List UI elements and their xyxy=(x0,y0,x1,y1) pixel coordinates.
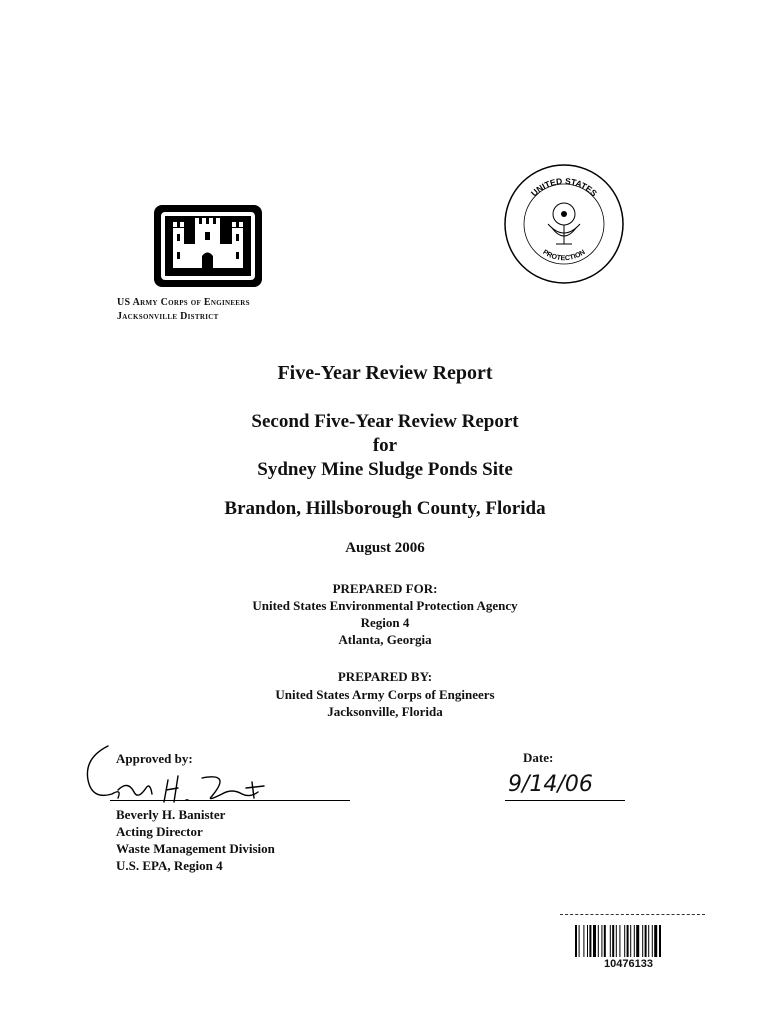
seal-text-bottom: PROTECTION xyxy=(541,248,587,263)
barcode-bar xyxy=(627,925,629,957)
handwritten-signature xyxy=(82,744,282,808)
barcode-bar xyxy=(589,925,591,957)
prepared-for-org: United States Environmental Protection Agency xyxy=(252,598,518,613)
prepared-for-city: Atlanta, Georgia xyxy=(338,632,432,647)
signed-date: 9/14/06 xyxy=(508,772,593,797)
signature-line xyxy=(110,800,350,801)
barcode-bar xyxy=(601,925,602,957)
approved-by-label: Approved by: xyxy=(116,751,193,766)
barcode-bar xyxy=(659,925,661,957)
barcode-bar xyxy=(610,925,611,957)
seal-text-top: UNITED STATES xyxy=(528,175,600,199)
usace-org-name xyxy=(117,296,250,324)
barcode-bar xyxy=(648,925,649,957)
barcode-bar xyxy=(598,925,599,957)
barcode-dashed-line xyxy=(560,914,705,915)
prepared-by-label: PREPARED BY: xyxy=(337,669,433,684)
barcode-bar xyxy=(630,925,631,957)
site-location: Brandon, Hillsborough County, Florida xyxy=(224,498,546,519)
subtitle-line-3: Sydney Mine Sludge Ponds Site xyxy=(257,459,513,480)
svg-text:UNITED STATES xyxy=(529,176,599,199)
barcode-bar xyxy=(636,925,639,957)
barcode-bar xyxy=(587,925,588,957)
barcode-bar xyxy=(593,925,596,957)
report-title: Five-Year Review Report xyxy=(277,362,493,384)
barcode-bar xyxy=(645,925,647,957)
org-line-1: US Army Corps of Engineers xyxy=(117,297,250,308)
prepared-by-city: Jacksonville, Florida xyxy=(327,704,443,719)
date-line xyxy=(505,800,625,801)
date-label: Date: xyxy=(523,750,554,765)
barcode-bar xyxy=(619,925,620,957)
barcode-bar xyxy=(624,925,625,957)
usace-castle-logo xyxy=(153,204,263,288)
signatory-title: Acting Director xyxy=(116,824,203,839)
barcode-bar xyxy=(579,925,580,957)
barcode-bar xyxy=(652,925,653,957)
barcode-bar xyxy=(634,925,635,957)
barcode-bar xyxy=(583,925,584,957)
barcode-bar xyxy=(612,925,614,957)
epa-seal xyxy=(502,162,626,286)
report-date: August 2006 xyxy=(345,540,425,556)
signatory-agency: U.S. EPA, Region 4 xyxy=(116,858,223,873)
signatory-name: Beverly H. Banister xyxy=(116,807,226,822)
barcode-bar xyxy=(616,925,617,957)
barcode-number: 10476133 xyxy=(604,958,653,970)
barcode-bar xyxy=(604,925,606,957)
signatory-division: Waste Management Division xyxy=(116,841,275,856)
prepared-for-label: PREPARED FOR: xyxy=(332,581,438,596)
svg-text:PROTECTION xyxy=(541,249,586,262)
prepared-for-region: Region 4 xyxy=(360,615,410,630)
barcode-bar xyxy=(575,925,577,957)
prepared-by-org: United States Army Corps of Engineers xyxy=(275,687,495,702)
barcode-bar xyxy=(654,925,657,957)
subtitle-line-1: Second Five-Year Review Report xyxy=(251,411,519,432)
signatory-details xyxy=(116,806,275,874)
subtitle-line-2: for xyxy=(372,435,398,456)
barcode-bar xyxy=(642,925,643,957)
org-line-2: Jacksonville District xyxy=(117,311,219,322)
